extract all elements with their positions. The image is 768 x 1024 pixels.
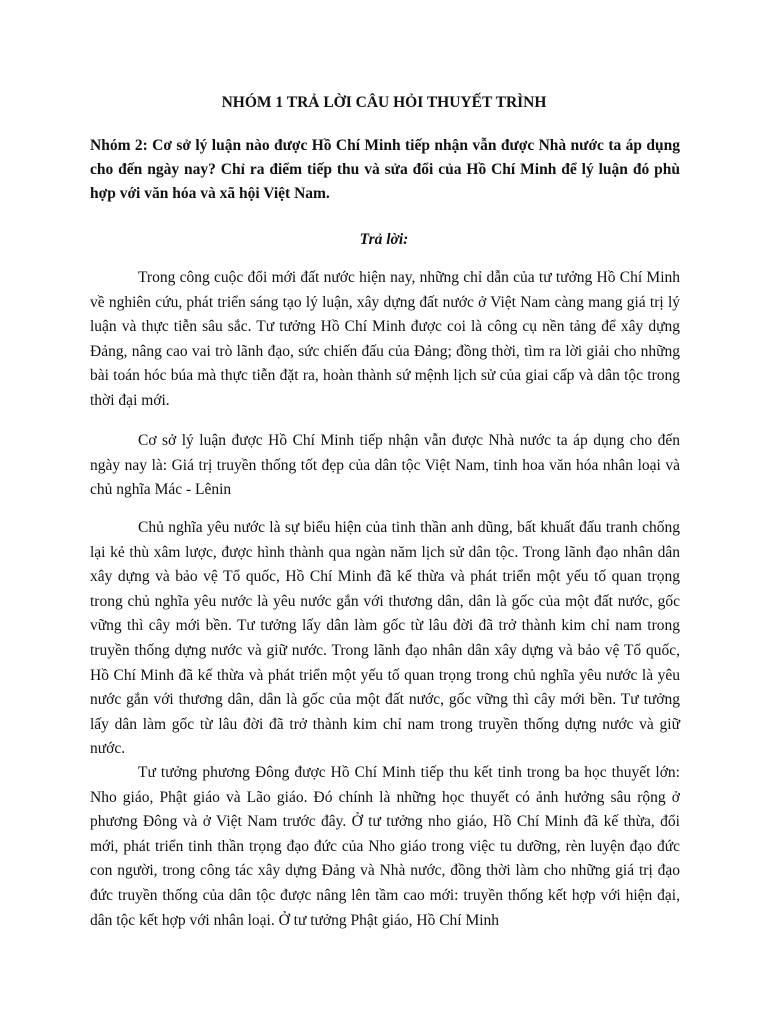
paragraph-4: Tư tưởng phương Đông được Hồ Chí Minh tiếp thu kết tinh trong ba học thuyết lớn: Nho giáo, Phật giáo và Lão giáo. Đó chính là những học thuyết có ảnh hưởng sâu rộng ở phương Đông và ở Việt Nam trước đây. Ở tư tưởng nho giáo, Hồ Chí Minh đã kế thừa, đổi mới, phát triển tinh thần trọng đạo đức của Nho giáo trong việc tu dưỡng, rèn luyện đạo đức con người, trong công tác xây dựng Đảng và Nhà nước, đồng thời làm cho những giá trị đạo đức truyền thống của dân tộc được nâng lên tầm cao mới: truyền thống kết hợp với hiện đại, dân tộc kết hợp với nhân loại. Ở tư tưởng Phật giáo, Hồ Chí Minh xyxy=(90,764,680,929)
document-title: NHÓM 1 TRẢ LỜI CÂU HỎI THUYẾT TRÌNH xyxy=(221,94,547,111)
paragraph-2: Cơ sở lý luận được Hồ Chí Minh tiếp nhận vẫn được Nhà nước ta áp dụng cho đến ngày nay là: Giá trị truyền thống tốt đẹp của dân tộc Việt Nam, tinh hoa văn hóa nhân loại và chủ nghĩa Mác - Lênin xyxy=(90,432,680,499)
paragraph-3: Chủ nghĩa yêu nước là sự biểu hiện của tinh thần anh dũng, bất khuất đấu tranh chống lại kẻ thù xâm lược, được hình thành qua ngàn năm lịch sử dân tộc. Trong lãnh đạo nhân dân xây dựng và bảo vệ Tổ quốc, Hồ Chí Minh đã kế thừa và phát triển một yếu tố quan trọng trong chủ nghĩa yêu nước là yêu nước gắn với thương dân, dân là gốc của một đất nước, gốc vững thì cây mới bền. Tư tưởng lấy dân làm gốc từ lâu đời đã trở thành kim chỉ nam trong truyền thống dựng nước và giữ nước. Trong lãnh đạo nhân dân xây dựng và bảo vệ Tổ quốc, Hồ Chí Minh đã kế thừa và phát triển một yếu tố quan trọng trong chủ nghĩa yêu nước là yêu nước gắn với thương dân, dân là gốc của một đất nước, gốc vững thì cây mới bền. Tư tưởng lấy dân làm gốc từ lâu đời đã trở thành kim chỉ nam trong truyền thống dựng nước và giữ nước. xyxy=(90,519,680,758)
paragraph-1: Trong công cuộc đổi mới đất nước hiện nay, những chỉ dẫn của tư tưởng Hồ Chí Minh về nghiên cứu, phát triển sáng tạo lý luận, xây dựng đất nước ở Việt Nam càng mang giá trị lý luận và thực tiễn sâu sắc. Tư tưởng Hồ Chí Minh được coi là công cụ nền tảng để xây dựng Đảng, nâng cao vai trò lãnh đạo, sức chiến đấu của Đảng; đồng thời, tìm ra lời giải cho những bài toán hóc búa mà thực tiễn đặt ra, hoàn thành sứ mệnh lịch sử của giai cấp và dân tộc trong thời đại mới. xyxy=(90,269,680,409)
question-text: Nhóm 2: Cơ sở lý luận nào được Hồ Chí Minh tiếp nhận vẫn được Nhà nước ta áp dụng cho đến ngày nay? Chỉ ra điểm tiếp thu và sửa đổi của Hồ Chí Minh để lý luận đó phù hợp với văn hóa và xã hội Việt Nam. xyxy=(90,137,680,202)
answer-label: Trả lời: xyxy=(359,231,409,248)
